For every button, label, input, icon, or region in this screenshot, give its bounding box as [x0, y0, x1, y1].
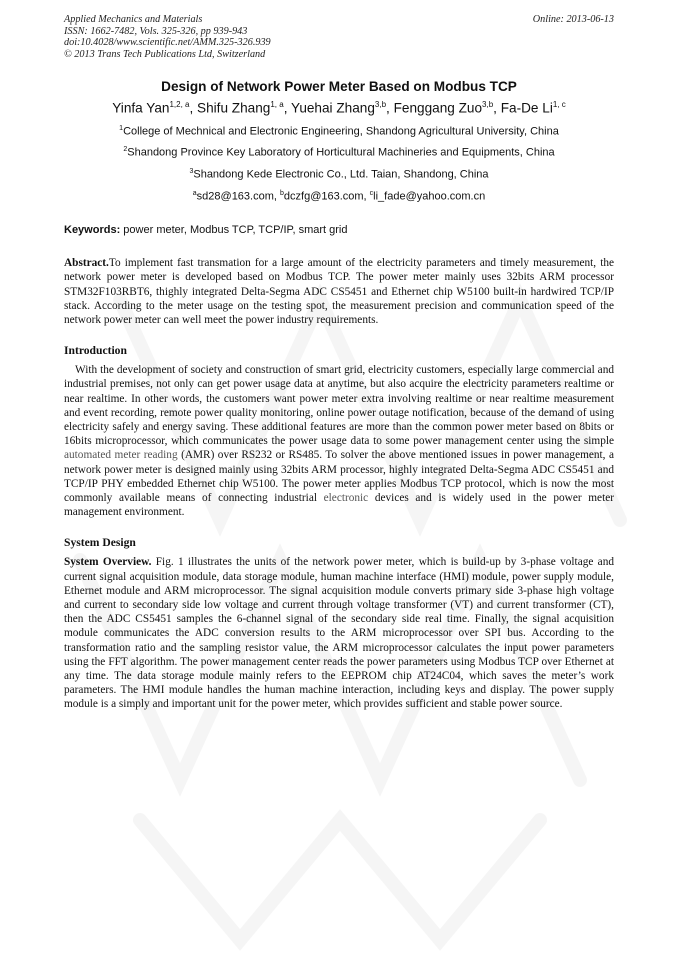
- introduction-paragraph: [64, 363, 614, 519]
- affiliation-superscript: 1: [119, 124, 124, 132]
- abstract-label: Abstract.: [64, 257, 109, 270]
- email-line: [64, 190, 614, 203]
- author-name: Shifu Zhang: [197, 100, 271, 116]
- affiliation-superscript: 2: [123, 146, 128, 154]
- author-superscript: 3,b: [482, 100, 494, 109]
- copyright-line: © 2013 Trans Tech Publications Ltd, Switzerland: [64, 48, 266, 60]
- author-list: [64, 100, 614, 116]
- affiliation-text: College of Mechnical and Electronic Engineering, Shandong Agricultural University, China: [123, 125, 559, 138]
- affiliation-3: [64, 168, 614, 181]
- intro-text-part2: (AMR) over RS232 or RS485. To solver the above mentioned issues in power management, a network power meter is designed mainly using 32bits ARM processor, highly integrated Delta-Segma ADC CS5451 and TCP/IP PHY embedded Ethernet chip W5100. The power meter applies Modbus TCP protocol, which is now the most commonly available means of connecting industrial: [64, 449, 614, 504]
- author-superscript: 1, a: [270, 100, 284, 109]
- intro-text-part1: With the development of society and construction of smart grid, electricity customers, especially large commercial and industrial premises, not only can get power usage data at anytime, but also acquire the electricity parameters realtime or near realtime. In other words, the customers want power meter extra involving realtime or near realtime measurement and event recording, remote power quality monitoring, online power outage notification, because of the demand of using electricity safely and energy saving. These additional features are more than the common power meter based on 8bits or 16bits microprocessor, which communicates the power usage data to some power management center using the simple: [64, 364, 614, 448]
- journal-header: [64, 14, 614, 60]
- author-superscript: 3,b: [374, 100, 387, 109]
- system-overview-paragraph: [64, 555, 614, 711]
- keywords-label: Keywords:: [64, 224, 121, 237]
- author-separator: ,: [283, 100, 291, 116]
- system-design-heading: System Design: [64, 536, 136, 550]
- email-link[interactable]: dczfg@163.com,: [283, 190, 370, 203]
- paper-title: Design of Network Power Meter Based on Modbus TCP: [161, 79, 517, 94]
- author-separator: ,: [386, 100, 394, 116]
- author-name: Yinfa Yan: [112, 100, 170, 116]
- affiliation-2: [64, 146, 614, 159]
- affiliation-text: Shandong Kede Electronic Co., Ltd. Taian, Shandong, China: [193, 168, 489, 181]
- email-link[interactable]: sd28@163.com,: [196, 190, 280, 203]
- introduction-heading: Introduction: [64, 344, 127, 358]
- doi-line[interactable]: doi:10.4028/www.scientific.net/AMM.325-326.939: [64, 37, 271, 48]
- system-overview-label: System Overview.: [64, 556, 152, 569]
- author-separator: ,: [493, 100, 501, 116]
- electronic-term: electronic: [323, 492, 369, 504]
- author-separator: ,: [189, 100, 198, 116]
- journal-name: Applied Mechanics and Materials: [64, 14, 203, 25]
- email-superscript: b: [280, 189, 284, 197]
- email-link[interactable]: li_fade@yahoo.com.cn: [373, 190, 486, 203]
- online-date: Online: 2013-06-13: [532, 14, 614, 25]
- author-name: Yuehai Zhang: [291, 100, 375, 116]
- keywords: [64, 224, 614, 236]
- author-superscript: 1,2, a: [169, 100, 190, 109]
- email-superscript: a: [192, 189, 197, 197]
- abstract: [64, 256, 614, 327]
- issn-line: ISSN: 1662-7482, Vols. 325-326, pp 939-943: [64, 25, 248, 37]
- author-name: Fenggang Zuo: [393, 100, 483, 116]
- keywords-text: power meter, Modbus TCP, TCP/IP, smart grid: [120, 224, 348, 237]
- amr-term: automated meter reading: [64, 449, 178, 462]
- affiliation-superscript: 3: [189, 167, 194, 175]
- author-superscript: 1, c: [552, 100, 566, 109]
- system-overview-text: Fig. 1 illustrates the units of the network power meter, which is build-up by 3-phase voltage and current signal acquisition module, data storage module, human machine interface (HMI) module, power supply module, Ethernet module and ARM microprocessor. The signal acquisition module converts primary side 3-phase high voltage and current to secondary side low voltage and current through voltage transformer (VT) and current transformer (CT), then the ADC CS5451 samples the 6-channel signal of the secondary side real time. Finally, the signal acquisition module communicates the ADC conversion results to the ARM microprocessor over SPI bus. According to the transformation ratio and the sampling resistor value, the ARM microprocessor calculates the input power parameters using the FFT algorithm. The power management center reads the power parameters using Modbus TCP over Ethernet at any time. The data storage module mainly refers to the EEPROM chip AT24C04, which saves the meter’s work parameters. The HMI module handles the human machine interaction, including keys and display. The power supply module is a simply and important unit for the power meter, which provides sufficient and stable power source.: [64, 556, 614, 711]
- author-name: Fa-De Li: [500, 100, 553, 116]
- affiliation-text: Shandong Province Key Laboratory of Horticultural Machineries and Equipments, China: [127, 146, 555, 159]
- intro-text-part3: devices and is widely used in the power meter management environment.: [64, 492, 614, 519]
- affiliation-1: [64, 125, 614, 138]
- abstract-text: To implement fast transmation for a large amount of the electricity parameters and timely measurement, the network power meter is developed based on Modbus TCP. The power meter mainly uses 32bits ARM processor STM32F103RBT6, thighly integrated Delta-Segma ADC CS5451 and Ethernet chip W5100 built-in hardwired TCP/IP stack. According to the meter usage on the testing spot, the measurement precision and communication speed of the network power meter can well meet the power industry requirements.: [64, 257, 614, 326]
- email-superscript: c: [369, 189, 374, 197]
